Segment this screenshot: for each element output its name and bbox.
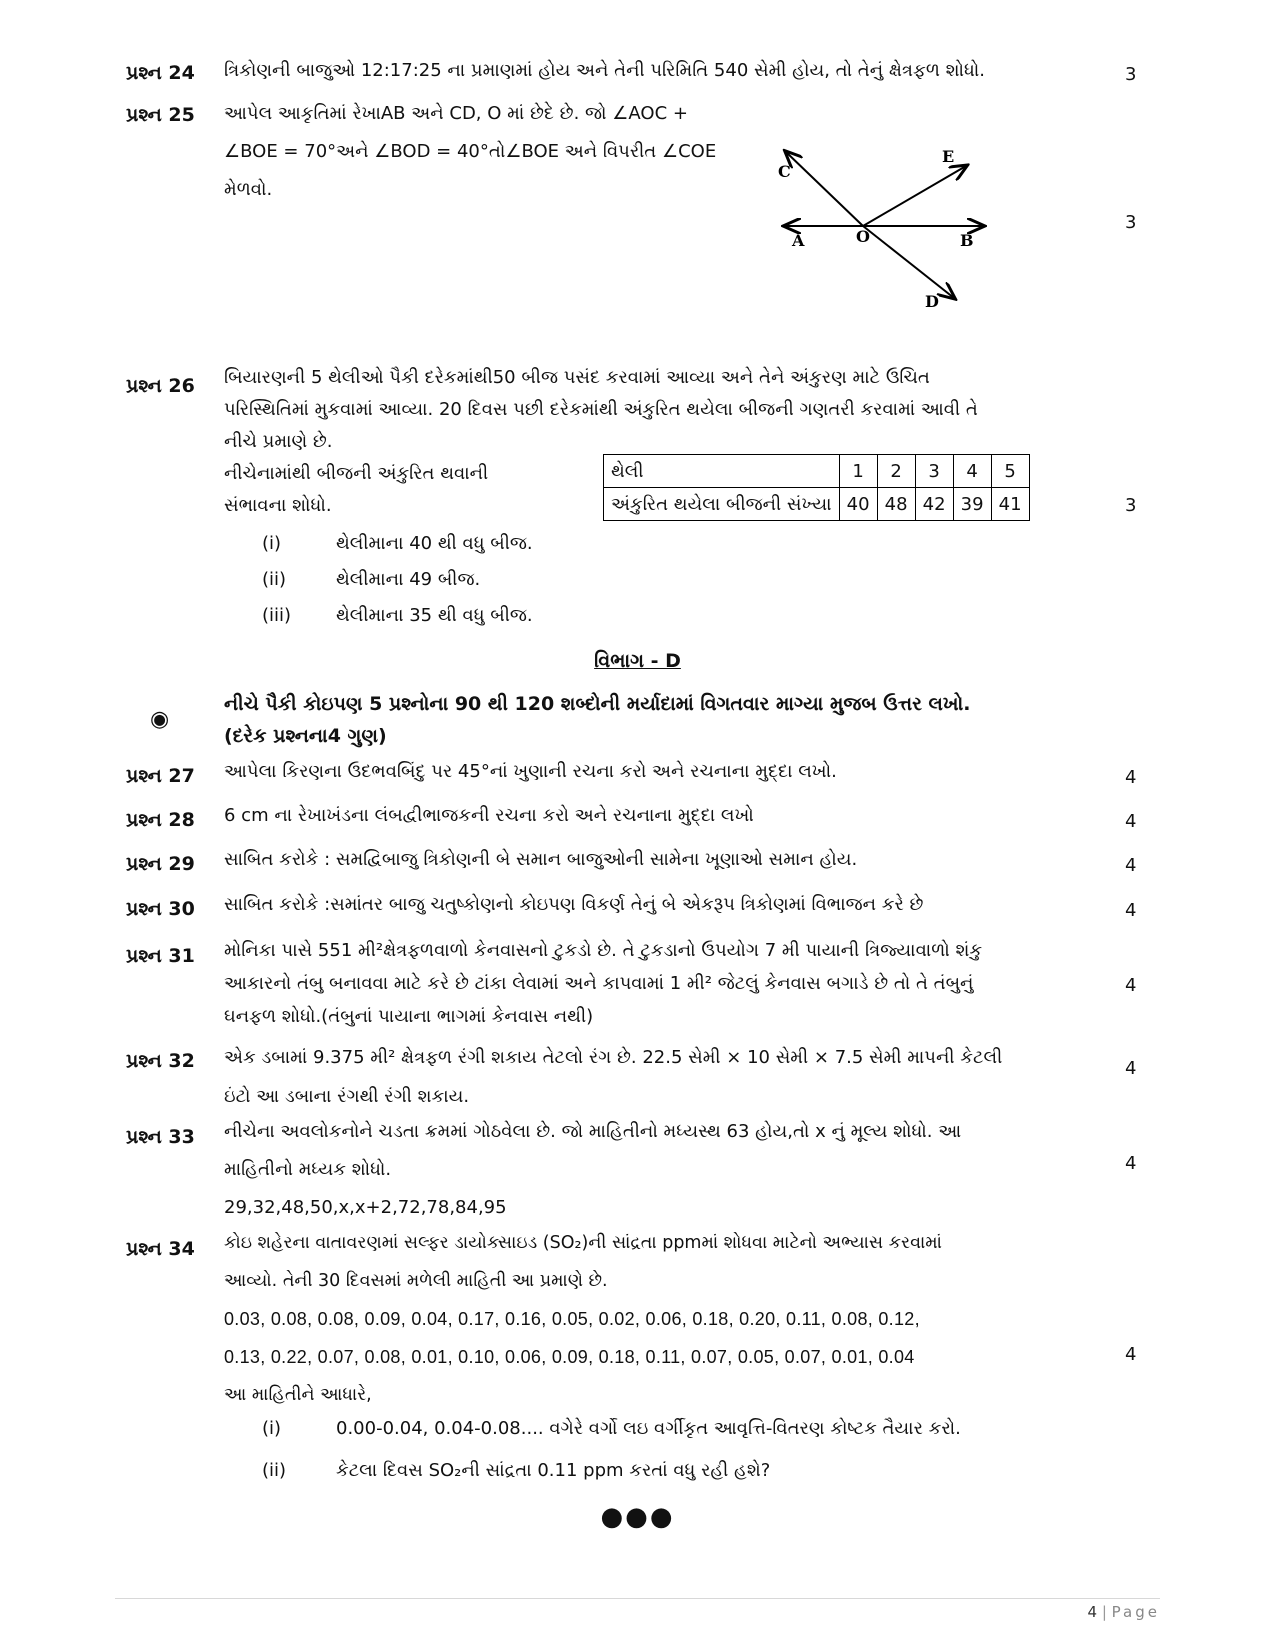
question-line: નીચે પ્રમાણે છે. bbox=[224, 431, 333, 452]
marks: 3 bbox=[1125, 64, 1137, 85]
marks: 4 bbox=[1125, 767, 1137, 788]
marks: 4 bbox=[1125, 975, 1137, 996]
label-c: C bbox=[778, 162, 791, 181]
question-line: સંભાવના શોધો. bbox=[224, 495, 332, 516]
subquestion-text: થેલીમાના 40 થી વધુ બીજ. bbox=[336, 533, 533, 554]
page-number: 4 bbox=[1087, 1603, 1098, 1621]
table-cell: 2 bbox=[877, 455, 915, 488]
ray-od bbox=[863, 226, 954, 298]
table-row bbox=[604, 455, 1030, 488]
question-line: નીચેનામાંથી બીજની અંકુરિત થવાની bbox=[224, 463, 489, 484]
question-line: આપેલા કિરણના ઉદભવબિંદુ પર 45°નાં ખુણાની રચના કરો અને રચનાના મુદ્દા લખો. bbox=[224, 761, 837, 782]
ray-oe bbox=[863, 166, 966, 226]
question-line: ∠BOE = 70°અને ∠BOD = 40°તો∠BOE અને વિપરીત ∠COE bbox=[224, 141, 717, 162]
question-text bbox=[224, 934, 982, 1033]
table-cell: 41 bbox=[991, 488, 1029, 521]
question-line: 6 cm ના રેખાખંડના લંબદ્વીભાજકની રચના કરો અને રચનાના મુદ્દા લખો bbox=[224, 805, 754, 826]
question-text bbox=[224, 1038, 1002, 1116]
table-cell: 3 bbox=[915, 455, 953, 488]
question-line: ત્રિકોણની બાજુઓ 12:17:25 ના પ્રમાણમાં હોય અને તેની પરિમિતિ 540 સેમી હોય, તો તેનું ક્ષેત્રફળ શોધો. bbox=[224, 60, 986, 81]
subquestion bbox=[262, 1460, 770, 1481]
question-number: પ્રશ્ન 25 bbox=[126, 104, 195, 126]
question-number: પ્રશ્ન 30 bbox=[126, 898, 195, 920]
table-cell: 42 bbox=[915, 488, 953, 521]
question-line: કોઇ શહેરના વાતાવરણમાં સલ્ફર ડાયોક્સાઇડ (SO₂)ની સાંદ્રતા ppmમાં શોધવા માટેનો અભ્યાસ કરવામાં bbox=[224, 1233, 942, 1253]
question-number: પ્રશ્ન 27 bbox=[126, 765, 195, 787]
table-row bbox=[604, 488, 1030, 521]
question-text bbox=[224, 1224, 942, 1414]
question-line: બિયારણની 5 થેલીઓ પૈકી દરેકમાંથી50 બીજ પસંદ કરવામાં આવ્યા અને તેને અંકુરણ માટે ઉચિત bbox=[224, 367, 930, 388]
question-number: પ્રશ્ન 28 bbox=[126, 809, 195, 831]
ray-oc bbox=[786, 152, 863, 226]
marks: 3 bbox=[1125, 212, 1137, 233]
subquestion-number: (iii) bbox=[262, 605, 292, 626]
page-label: Page bbox=[1111, 1603, 1160, 1621]
table-cell: 39 bbox=[953, 488, 991, 521]
marks: 4 bbox=[1125, 1344, 1137, 1365]
question-line: મેળવો. bbox=[224, 179, 273, 200]
table-header-cell: થેલી bbox=[604, 455, 840, 488]
subquestion bbox=[262, 1418, 961, 1439]
question-number: પ્રશ્ન 24 bbox=[126, 62, 195, 84]
marks: 3 bbox=[1125, 495, 1137, 516]
table-cell: 40 bbox=[839, 488, 877, 521]
subquestion-text: કેટલા દિવસ SO₂ની સાંદ્રતા 0.11 ppm કરતાં વધુ રહી હશે? bbox=[336, 1460, 771, 1481]
question-line: 29,32,48,50,x,x+2,72,78,84,95 bbox=[224, 1197, 507, 1218]
subquestion-number: (i) bbox=[262, 533, 282, 554]
marks: 4 bbox=[1125, 900, 1137, 921]
label-a: A bbox=[792, 231, 805, 250]
subquestion-text: 0.00-0.04, 0.04-0.08.... વગેરે વર્ગો લઇ વર્ગીકૃત આવૃત્તિ-વિતરણ કોષ્ટક તૈયાર કરો. bbox=[336, 1418, 961, 1439]
bullet-icon: ◉ bbox=[150, 707, 170, 732]
subquestion-number: (ii) bbox=[262, 569, 287, 590]
data-line: 0.03, 0.08, 0.08, 0.09, 0.04, 0.17, 0.16, 0.05, 0.02, 0.06, 0.18, 0.20, 0.11, 0.08, 0.12, bbox=[224, 1309, 920, 1329]
section-heading: વિભાગ - D bbox=[594, 650, 681, 672]
question-line: સાબિત કરોકે :સમાંતર બાજુ ચતુષ્કોણનો કોઇપણ વિકર્ણ તેનું બે એકરૂપ ત્રિકોણમાં વિભાજન કરે છે bbox=[224, 894, 924, 915]
subquestion bbox=[262, 605, 533, 626]
end-marker: ●●● bbox=[600, 1502, 675, 1532]
question-number: પ્રશ્ન 32 bbox=[126, 1050, 195, 1072]
instruction-line: (દરેક પ્રશ્નના4 ગુણ) bbox=[224, 725, 387, 747]
section-instructions bbox=[224, 688, 970, 752]
table-header-cell: અંકુરિત થયેલા બીજની સંખ્યા bbox=[604, 488, 840, 521]
question-number: પ્રશ્ન 34 bbox=[126, 1238, 195, 1260]
label-b: B bbox=[960, 231, 974, 250]
footer-divider bbox=[115, 1598, 1160, 1599]
page-footer bbox=[1088, 1603, 1161, 1621]
subquestion-number: (ii) bbox=[262, 1460, 287, 1481]
question-line: આકારનો તંબુ બનાવવા માટે કરે છે ટાંકા લેવામાં અને કાપવામાં 1 મી² જેટલું કેનવાસ બગાડે છે તો તે તંબુનું bbox=[224, 973, 974, 994]
question-text bbox=[224, 753, 837, 791]
question-number: પ્રશ્ન 31 bbox=[126, 945, 195, 967]
question-line: મોનિકા પાસે 551 મી²ક્ષેત્રફળવાળો કેનવાસનો ટુકડો છે. તે ટુકડાનો ઉપયોગ 7 મી પાયાની ત્રિજ્યાવાળો શંકુ bbox=[224, 940, 983, 961]
label-o: O bbox=[856, 227, 870, 246]
question-line: આપેલ આકૃતિમાં રેખાAB અને CD, O માં છેદે છે. જો ∠AOC + bbox=[224, 103, 688, 124]
subquestion bbox=[262, 569, 480, 590]
question-line: પરિસ્થિતિમાં મુકવામાં આવ્યા. 20 દિવસ પછી દરેકમાંથી અંકુરિત થયેલા બીજની ગણતરી કરવામાં આવી તે bbox=[224, 399, 978, 420]
question-number: પ્રશ્ન 26 bbox=[126, 375, 195, 397]
question-line: આ માહિતીને આધારે, bbox=[224, 1385, 372, 1405]
subquestion-text: થેલીમાના 49 બીજ. bbox=[336, 569, 481, 590]
intersecting-lines-figure bbox=[770, 140, 1040, 320]
question-line: સાબિત કરોકે : સમદ્વિબાજુ ત્રિકોણની બે સમાન બાજુઓની સામેના ખૂણાઓ સમાન હોય. bbox=[224, 849, 858, 870]
subquestion bbox=[262, 533, 533, 554]
data-line: 0.13, 0.22, 0.07, 0.08, 0.01, 0.10, 0.06, 0.09, 0.18, 0.11, 0.07, 0.05, 0.07, 0.01, 0.04 bbox=[224, 1347, 915, 1367]
question-text bbox=[224, 841, 857, 879]
marks: 4 bbox=[1125, 1058, 1137, 1079]
footer-separator: | bbox=[1101, 1603, 1107, 1621]
question-text bbox=[224, 797, 754, 835]
instruction-line: નીચે પૈકી કોઇપણ 5 પ્રશ્નોના 90 થી 120 શબ્દોની મર્યાદામાં વિગતવાર માગ્યા મુજબ ઉત્તર લખો. bbox=[224, 693, 971, 715]
question-number: પ્રશ્ન 33 bbox=[126, 1126, 195, 1148]
subquestion-text: થેલીમાના 35 થી વધુ બીજ. bbox=[336, 605, 533, 626]
table-cell: 1 bbox=[839, 455, 877, 488]
question-line: નીચેના અવલોકનોને ચડતા ક્રમમાં ગોઠવેલા છે. જો માહિતીનો મધ્યસ્થ 63 હોય,તો x નું મૂલ્ય શોધો. આ bbox=[224, 1121, 962, 1142]
marks: 4 bbox=[1125, 855, 1137, 876]
marks: 4 bbox=[1125, 1153, 1137, 1174]
question-number: પ્રશ્ન 29 bbox=[126, 853, 195, 875]
table-cell: 48 bbox=[877, 488, 915, 521]
question-line: માહિતીનો મધ્યક શોધો. bbox=[224, 1159, 392, 1180]
question-line: ઘનફળ શોધો.(તંબુનાં પાયાના ભાગમાં કેનવાસ નથી) bbox=[224, 1006, 594, 1027]
subquestion-number: (i) bbox=[262, 1418, 282, 1439]
table-cell: 5 bbox=[991, 455, 1029, 488]
question-line: આવ્યો. તેની 30 દિવસમાં મળેલી માહિતી આ પ્રમાણે છે. bbox=[224, 1271, 608, 1291]
table-cell: 4 bbox=[953, 455, 991, 488]
label-d: D bbox=[925, 292, 939, 311]
seed-table bbox=[603, 454, 1030, 521]
marks: 4 bbox=[1125, 811, 1137, 832]
question-line: ઇંટો આ ડબાના રંગથી રંગી શકાય. bbox=[224, 1086, 470, 1107]
question-line: એક ડબામાં 9.375 મી² ક્ષેત્રફળ રંગી શકાય તેટલો રંગ છે. 22.5 સેમી × 10 સેમી × 7.5 સેમી માપની કેટલી bbox=[224, 1047, 1003, 1068]
question-text bbox=[224, 886, 923, 924]
question-text bbox=[224, 95, 716, 209]
label-e: E bbox=[942, 147, 955, 166]
question-text bbox=[224, 1113, 961, 1227]
question-text bbox=[224, 52, 985, 90]
